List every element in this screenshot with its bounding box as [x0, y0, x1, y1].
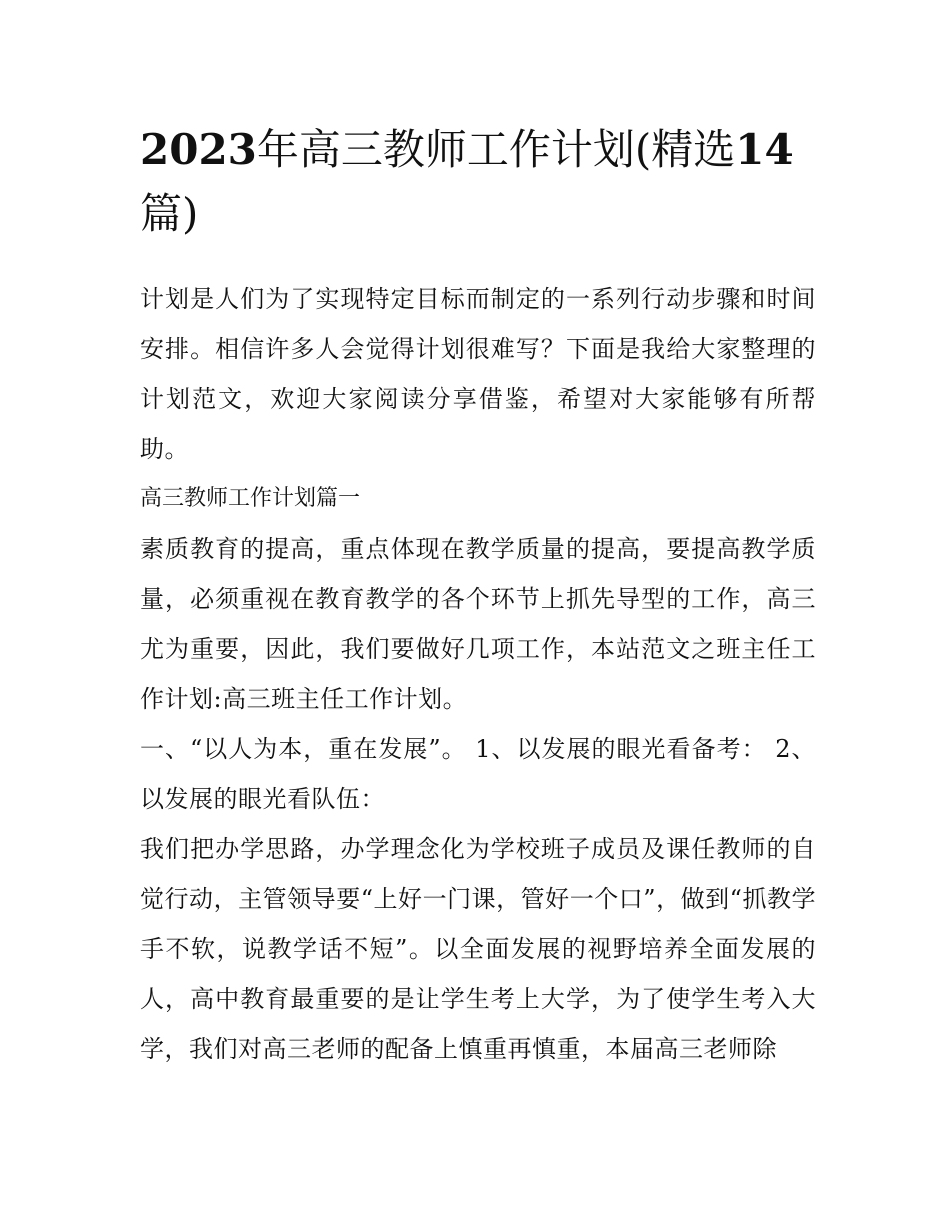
title-year: 2023	[140, 125, 257, 174]
intro-paragraph: 计划是人们为了实现特定目标而制定的一系列行动步骤和时间安排。相信许多人会觉得计划很难写？下面是我给大家整理的计划范文，欢迎大家阅读分享借鉴，希望对大家能够有所帮助。	[140, 285, 816, 463]
body-paragraph-1: 素质教育的提高，重点体现在教学质量的提高，要提高教学质量，必须重视在教育教学的各个环节上抓先导型的工作，高三尤为重要，因此，我们要做好几项工作，本站范文之班主任工作计划:高三班主任工作计划。	[140, 535, 816, 713]
body-paragraph-2: 一、“以人为本，重在发展”。 1、以发展的眼光看备考： 2、以发展的眼光看队伍：	[140, 735, 816, 813]
title-end: 篇)	[140, 189, 199, 238]
title-block	[140, 118, 816, 248]
document-title	[140, 118, 816, 246]
document-page	[140, 118, 816, 1074]
section-heading: 高三教师工作计划篇一	[140, 486, 361, 511]
title-middle: 年高三教师工作计划(精选	[256, 125, 736, 174]
body-paragraph-3: 我们把办学思路，办学理念化为学校班子成员及课任教师的自觉行动，主管领导要“上好一门课，管好一个口”，做到“抓教学手不软，说教学话不短”。以全面发展的视野培养全面发展的人，高中教育最重要的是让学生考上大学，为了使学生考入大学，我们对高三老师的配备上慎重再慎重，本届高三老师除	[140, 835, 816, 1063]
title-number: 14	[735, 125, 794, 174]
